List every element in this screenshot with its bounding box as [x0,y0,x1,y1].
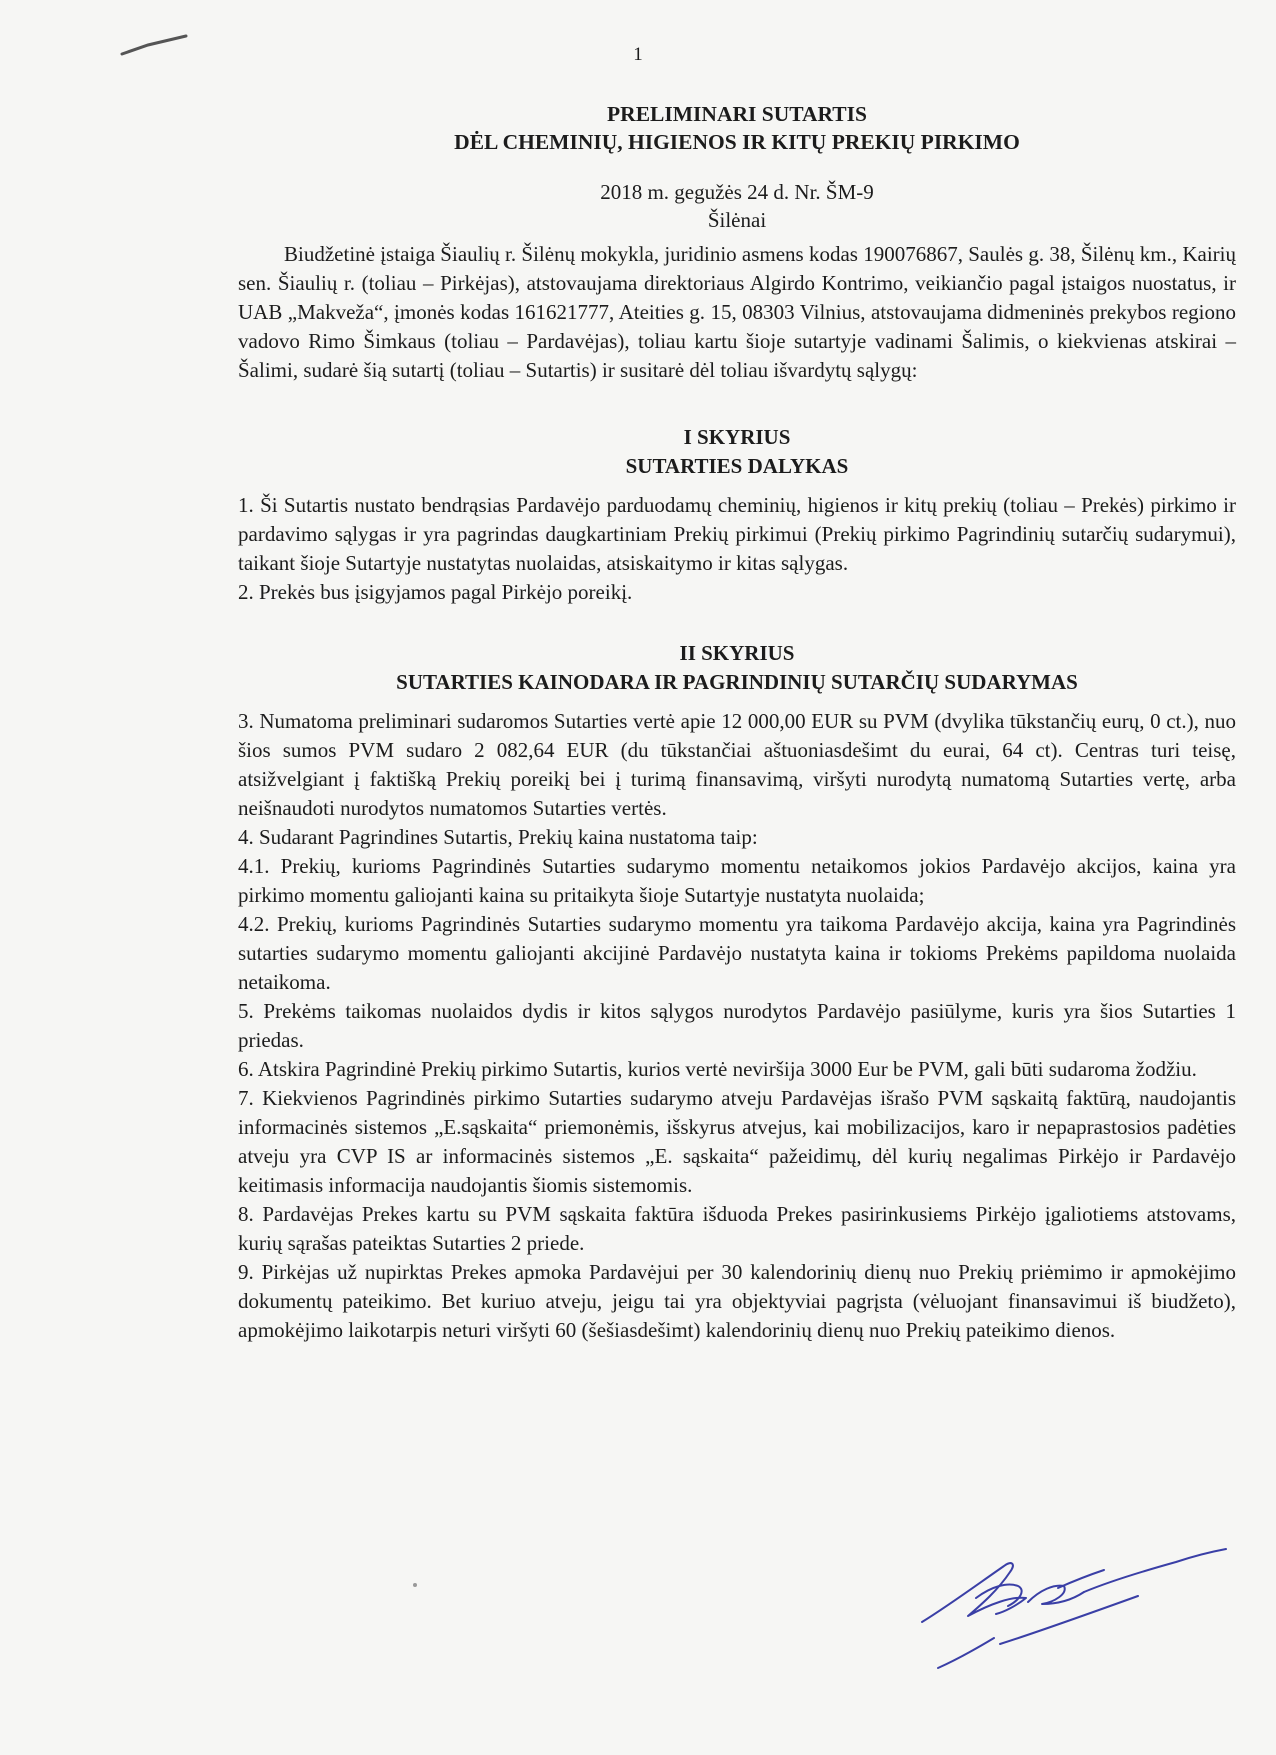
chapter-2-heading [238,639,1236,697]
clause-1: 1. Ši Sutartis nustato bendrąsias Pardavėjo parduodamų cheminių, higienos ir kitų prekių (toliau – Prekės) pirkimo ir pardavimo sąlygas ir yra pagrindas daugkartiniam Prekių pirkimui (Prekių pirkimo Pagrindinių sutarčių sudarymui), taikant šioje Sutartyje nustatytas nuolaidas, atsiskaitymo ir kitas sąlygas. [238,493,1236,575]
chapter-2-number: II SKYRIUS [679,641,795,665]
clause-8: 8. Pardavėjas Prekes kartu su PVM sąskaita faktūra išduoda Prekes pasirinkusiems Pirkėjo įgaliotiems atstovams, kurių sąrašas pateiktas Sutarties 2 priede. [238,1202,1236,1255]
page-number: 1 [633,44,643,65]
clause-5: 5. Prekėms taikomas nuolaidos dydis ir kitos sąlygos nurodytos Pardavėjo pasiūlyme, kuris yra šios Sutarties 1 priedas. [238,999,1236,1052]
document-body [238,100,1236,1345]
place: Šilėnai [707,208,767,232]
clause-9: 9. Pirkėjas už nupirktas Prekes apmoka Pardavėjui per 30 kalendorinių dienų nuo Prekių priėmimo ir apmokėjimo dokumentų pateikimo. Bet kuriuo atveju, jeigu tai yra objektyviai pagrįsta (vėluojant finansavimui iš biudžeto), apmokėjimo laikotarpis neturi viršyti 60 (šešiasdešimt) kalendorinių dienų nuo Prekių pateikimo dienos. [238,1260,1236,1342]
clause-4: 4. Sudarant Pagrindines Sutartis, Prekių kaina nustatoma taip: [238,825,758,849]
clause-4-1: 4.1. Prekių, kurioms Pagrindinės Sutarties sudarymo momentu netaikomos jokios Pardavėjo akcijos, kaina yra pirkimo momentu galiojanti kaina su pritaikyta šioje Sutartyje nustatyta nuolaida; [238,854,1236,907]
document-title [238,100,1236,156]
intro-paragraph: Biudžetinė įstaiga Šiaulių r. Šilėnų mokykla, juridinio asmens kodas 190076867, Saulės g. 38, Šilėnų km., Kairių sen. Šiaulių r. (toliau – Pirkėjas), atstovaujama direktoriaus Algirdo Kontrimo, veikiančio pagal įstaigos nuostatus, ir UAB „Makveža“, įmonės kodas 161621777, Ateities g. 15, 08303 Vilnius, atstovaujama didmeninės prekybos regiono vadovo Rimo Šimkaus (toliau – Pardavėjas), toliau kartu šioje sutartyje vadinami Šalimis, o kiekvienas atskirai – Šalimi, sudarė šią sutartį (toliau – Sutartis) ir susitarė dėl toliau išvardytų sąlygų: [238,242,1236,382]
title-line-1: PRELIMINARI SUTARTIS [607,102,867,126]
chapter-1-number: I SKYRIUS [683,425,791,449]
clause-3: 3. Numatoma preliminari sudaromos Sutarties vertė apie 12 000,00 EUR su PVM (dvylika tūkstančių eurų, 0 ct.), nuo šios sumos PVM sudaro 2 082,64 EUR (du tūkstančiai aštuoniasdešimt du eurai, 64 ct). Centras turi teisę, atsižvelgiant į faktišką Prekių poreikį bei į turimą finansavimą, viršyti nurodytą numatomą Sutarties vertę, arba neišnaudoti nurodytos numatomos Sutarties vertės. [238,709,1236,820]
date-number: 2018 m. gegužės 24 d. Nr. ŠM-9 [600,180,874,204]
ink-dot [413,1583,417,1587]
clause-2: 2. Prekės bus įsigyjamos pagal Pirkėjo poreikį. [238,580,633,604]
date-and-number [238,178,1236,234]
chapter-1-name: SUTARTIES DALYKAS [625,454,849,478]
title-line-2: DĖL CHEMINIŲ, HIGIENOS IR KITŲ PREKIŲ PIRKIMO [454,130,1020,154]
chapter-1-heading [238,423,1236,481]
chapter-2-name: SUTARTIES KAINODARA IR PAGRINDINIŲ SUTARČIŲ SUDARYMAS [396,670,1078,694]
clause-4-2: 4.2. Prekių, kurioms Pagrindinės Sutarties sudarymo momentu yra taikoma Pardavėjo akcija, kaina yra Pagrindinės sutarties sudarymo momentu galiojanti akcijinė Pardavėjo nustatyta kaina ir tokioms Prekėms papildoma nuolaida netaikoma. [238,912,1236,994]
clause-6: 6. Atskira Pagrindinė Prekių pirkimo Sutartis, kurios vertė neviršija 3000 Eur be PVM, gali būti sudaroma žodžiu. [238,1057,1197,1081]
handwritten-signature [908,1540,1238,1680]
clause-7: 7. Kiekvienos Pagrindinės pirkimo Sutarties sudarymo atveju Pardavėjas išrašo PVM sąskaitą faktūrą, naudojantis informacinės sistemos „E.sąskaita“ priemonėmis, išskyrus atvejus, kai mobilizacijos, karo ir nepaprastosios padėties atveju yra CVP IS ar informacinės sistemos „E. sąskaita“ pažeidimų, dėl kurių negalimas Pirkėjo ir Pardavėjo keitimasis informacija naudojantis šiomis sistemomis. [238,1086,1236,1197]
